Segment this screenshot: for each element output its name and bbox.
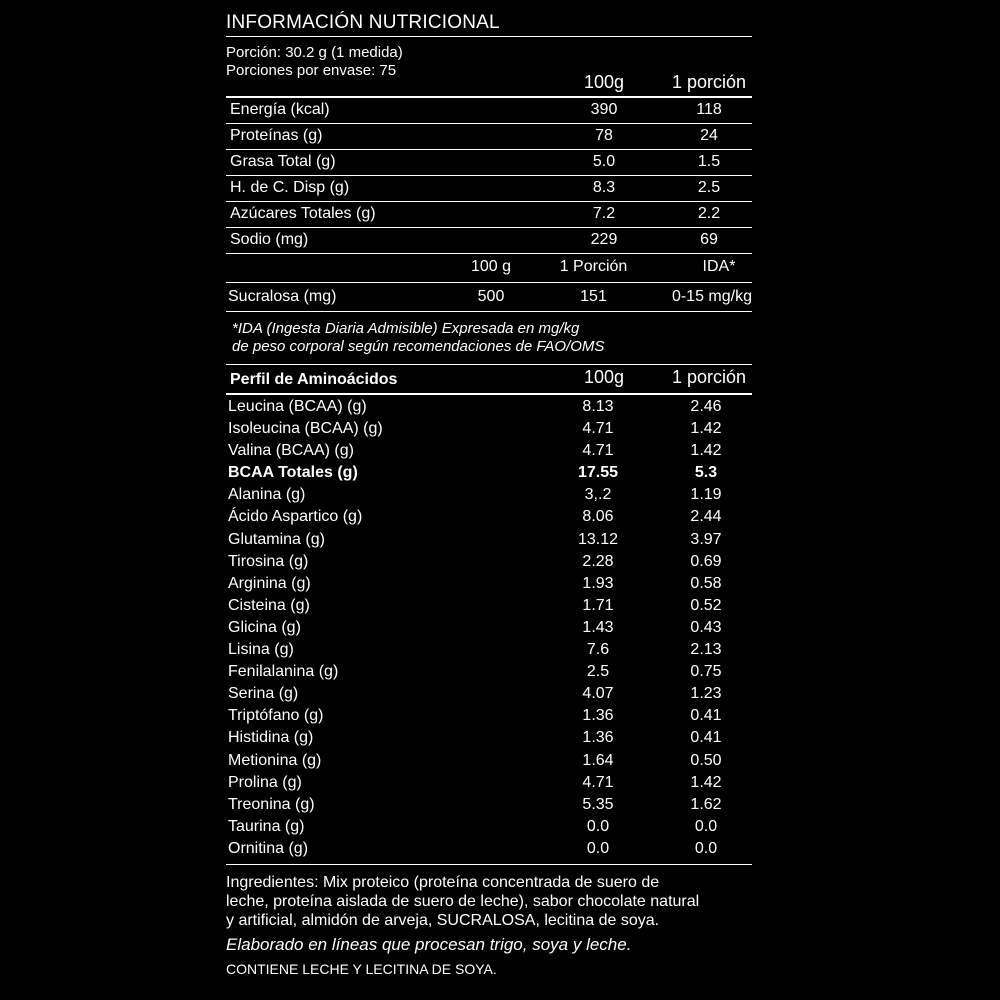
amino-value-100g: 0.0 bbox=[586, 817, 610, 835]
nutrition-value-portion: 2.2 bbox=[697, 205, 721, 222]
nutrition-row bbox=[226, 150, 752, 176]
amino-row bbox=[226, 397, 752, 419]
nutrition-label: Proteínas (g) bbox=[230, 127, 323, 144]
amino-label: Cisteina (g) bbox=[228, 596, 310, 614]
amino-value-100g: 2.5 bbox=[586, 663, 610, 681]
sucralose-header-ida: IDA* bbox=[702, 258, 736, 275]
amino-value-portion: 1.42 bbox=[690, 442, 722, 460]
amino-value-portion: 1.19 bbox=[690, 486, 722, 504]
sucralose-header-100g: 100 g bbox=[470, 258, 512, 275]
amino-row bbox=[226, 773, 752, 795]
amino-label: Leucina (BCAA) (g) bbox=[228, 398, 367, 415]
ingredients-line: y artificial, almidón de arveja, SUCRALOSA, lecitina de soya. bbox=[226, 911, 660, 929]
sucralose-row bbox=[226, 283, 752, 311]
amino-label: Alanina (g) bbox=[228, 486, 306, 504]
nutrition-value-portion: 1.5 bbox=[697, 153, 721, 170]
amino-label: Histidina (g) bbox=[228, 729, 314, 747]
nutrition-value-100g: 78 bbox=[595, 127, 613, 144]
amino-value-portion: 1.23 bbox=[690, 685, 722, 703]
nutrition-row bbox=[226, 202, 752, 228]
amino-row bbox=[226, 640, 752, 662]
amino-value-100g: 8.13 bbox=[582, 398, 614, 415]
amino-value-100g: 3,.2 bbox=[584, 486, 612, 504]
amino-label: Valina (BCAA) (g) bbox=[228, 442, 354, 460]
amino-value-100g: 4.71 bbox=[582, 442, 614, 460]
nutrition-table bbox=[226, 98, 752, 254]
amino-row bbox=[226, 552, 752, 574]
nutrition-label: Azúcares Totales (g) bbox=[230, 205, 376, 222]
amino-label: Glicina (g) bbox=[228, 618, 301, 636]
allergen-note: CONTIENE LECHE Y LECITINA DE SOYA. bbox=[226, 960, 497, 977]
amino-value-100g: 1.64 bbox=[582, 751, 614, 769]
amino-label: Fenilalanina (g) bbox=[228, 663, 339, 681]
amino-value-100g: 4.71 bbox=[582, 420, 614, 438]
sucralose-ida: 0-15 mg/kg bbox=[671, 288, 752, 305]
ida-note-line: de peso corporal según recomendaciones de FAO/OMS bbox=[232, 338, 605, 355]
nutrition-value-100g: 390 bbox=[590, 101, 618, 118]
amino-row bbox=[226, 684, 752, 706]
amino-row bbox=[226, 618, 752, 640]
sucralose-header bbox=[226, 254, 752, 282]
amino-label: Taurina (g) bbox=[228, 817, 305, 835]
amino-header bbox=[226, 365, 752, 393]
amino-value-100g: 1.93 bbox=[582, 574, 614, 592]
nutrition-value-100g: 8.3 bbox=[592, 179, 616, 196]
nutrition-row bbox=[226, 228, 752, 254]
nutrition-value-portion: 69 bbox=[700, 231, 718, 248]
amino-value-100g: 7.6 bbox=[586, 641, 610, 659]
processing-note: Elaborado en líneas que procesan trigo, soya y leche. bbox=[226, 934, 632, 954]
sucralose-100g: 500 bbox=[477, 288, 505, 305]
amino-row bbox=[226, 419, 752, 441]
amino-value-100g: 1.36 bbox=[582, 707, 614, 725]
ingredients-line: Ingredientes: Mix proteico (proteína concentrada de suero de bbox=[226, 873, 660, 891]
amino-row bbox=[226, 574, 752, 596]
amino-value-portion: 0.0 bbox=[694, 839, 718, 857]
amino-label: Arginina (g) bbox=[228, 574, 311, 592]
amino-label: Serina (g) bbox=[228, 685, 299, 703]
amino-label: Triptófano (g) bbox=[228, 707, 324, 725]
amino-value-portion: 5.3 bbox=[694, 464, 718, 482]
amino-value-portion: 0.41 bbox=[690, 729, 722, 747]
sucralose-portion: 151 bbox=[580, 288, 607, 305]
amino-value-portion: 2.13 bbox=[690, 641, 722, 659]
amino-row bbox=[226, 530, 752, 552]
amino-row bbox=[226, 463, 752, 485]
amino-value-portion: 0.50 bbox=[690, 751, 722, 769]
amino-row bbox=[226, 596, 752, 618]
nutrition-row bbox=[226, 98, 752, 124]
amino-value-100g: 1.71 bbox=[582, 596, 614, 614]
amino-value-100g: 2.28 bbox=[582, 552, 614, 570]
nutrition-header bbox=[226, 66, 752, 96]
amino-value-portion: 0.41 bbox=[690, 707, 722, 725]
amino-header-portion: 1 porción bbox=[671, 367, 747, 387]
amino-title: Perfil de Aminoácidos bbox=[230, 371, 398, 388]
amino-value-portion: 1.42 bbox=[690, 773, 722, 791]
nutrition-label: Energía (kcal) bbox=[230, 101, 330, 118]
amino-value-100g: 4.71 bbox=[582, 773, 614, 791]
amino-row bbox=[226, 706, 752, 728]
panel-title: INFORMACIÓN NUTRICIONAL bbox=[226, 12, 500, 33]
amino-row bbox=[226, 507, 752, 529]
amino-value-portion: 1.62 bbox=[690, 795, 722, 813]
ingredients bbox=[226, 865, 752, 930]
amino-value-portion: 2.46 bbox=[690, 398, 722, 415]
amino-value-portion: 0.69 bbox=[690, 552, 722, 570]
amino-row bbox=[226, 441, 752, 463]
amino-label: Ornitina (g) bbox=[228, 839, 309, 857]
nutrition-value-100g: 229 bbox=[590, 231, 618, 248]
nutrition-value-portion: 2.5 bbox=[697, 179, 721, 196]
amino-header-100g: 100g bbox=[583, 367, 625, 387]
nutrition-row bbox=[226, 176, 752, 202]
amino-value-100g: 4.07 bbox=[582, 685, 614, 703]
ingredients-line: leche, proteína aislada de suero de leche), sabor chocolate natural bbox=[226, 892, 700, 910]
amino-value-100g: 17.55 bbox=[577, 464, 619, 482]
amino-value-100g: 1.43 bbox=[582, 618, 614, 636]
amino-row bbox=[226, 751, 752, 773]
sucralose-label: Sucralosa (mg) bbox=[228, 288, 337, 305]
amino-row bbox=[226, 728, 752, 750]
nutrition-value-100g: 7.2 bbox=[592, 205, 616, 222]
nutrition-label: Grasa Total (g) bbox=[230, 153, 336, 170]
header-portion: 1 porción bbox=[671, 72, 747, 92]
amino-value-100g: 1.36 bbox=[582, 729, 614, 747]
amino-label: Prolina (g) bbox=[228, 773, 302, 791]
amino-row bbox=[226, 485, 752, 507]
amino-label: Lisina (g) bbox=[228, 641, 294, 659]
amino-value-100g: 13.12 bbox=[577, 530, 619, 548]
amino-label: Ácido Aspartico (g) bbox=[228, 508, 363, 526]
amino-value-portion: 1.42 bbox=[690, 420, 722, 438]
nutrition-value-100g: 5.0 bbox=[592, 153, 616, 170]
amino-table bbox=[226, 395, 752, 861]
amino-value-portion: 3.97 bbox=[690, 530, 722, 548]
amino-value-portion: 0.0 bbox=[694, 817, 718, 835]
amino-value-100g: 0.0 bbox=[586, 839, 610, 857]
nutrition-row bbox=[226, 124, 752, 150]
nutrition-value-portion: 118 bbox=[696, 101, 722, 118]
amino-label: Metionina (g) bbox=[228, 751, 322, 769]
amino-row bbox=[226, 795, 752, 817]
nutrition-value-portion: 24 bbox=[700, 127, 718, 144]
amino-row bbox=[226, 662, 752, 684]
portions-per-pack: Porciones por envase: 75 bbox=[226, 62, 397, 79]
ida-note bbox=[226, 312, 752, 364]
amino-value-portion: 0.52 bbox=[690, 596, 722, 614]
amino-label: Isoleucina (BCAA) (g) bbox=[228, 420, 383, 438]
amino-label: BCAA Totales (g) bbox=[228, 464, 358, 482]
amino-label: Glutamina (g) bbox=[228, 530, 325, 548]
sucralose-header-portion: 1 Porción bbox=[559, 258, 628, 275]
nutrition-panel bbox=[226, 10, 752, 978]
amino-value-portion: 0.43 bbox=[690, 618, 722, 636]
portion-size: Porción: 30.2 g (1 medida) bbox=[226, 44, 403, 61]
amino-value-100g: 5.35 bbox=[582, 795, 614, 813]
ida-note-line: *IDA (Ingesta Diaria Admisible) Expresada en mg/kg bbox=[232, 320, 580, 337]
amino-label: Treonina (g) bbox=[228, 795, 315, 813]
amino-row bbox=[226, 817, 752, 839]
amino-value-100g: 8.06 bbox=[582, 508, 614, 526]
header-100g: 100g bbox=[583, 72, 625, 92]
amino-value-portion: 0.58 bbox=[690, 574, 722, 592]
amino-row bbox=[226, 839, 752, 861]
amino-value-portion: 2.44 bbox=[690, 508, 722, 526]
nutrition-label: Sodio (mg) bbox=[230, 231, 309, 248]
nutrition-label: H. de C. Disp (g) bbox=[230, 179, 350, 196]
amino-label: Tirosina (g) bbox=[228, 552, 309, 570]
amino-value-portion: 0.75 bbox=[690, 663, 722, 681]
